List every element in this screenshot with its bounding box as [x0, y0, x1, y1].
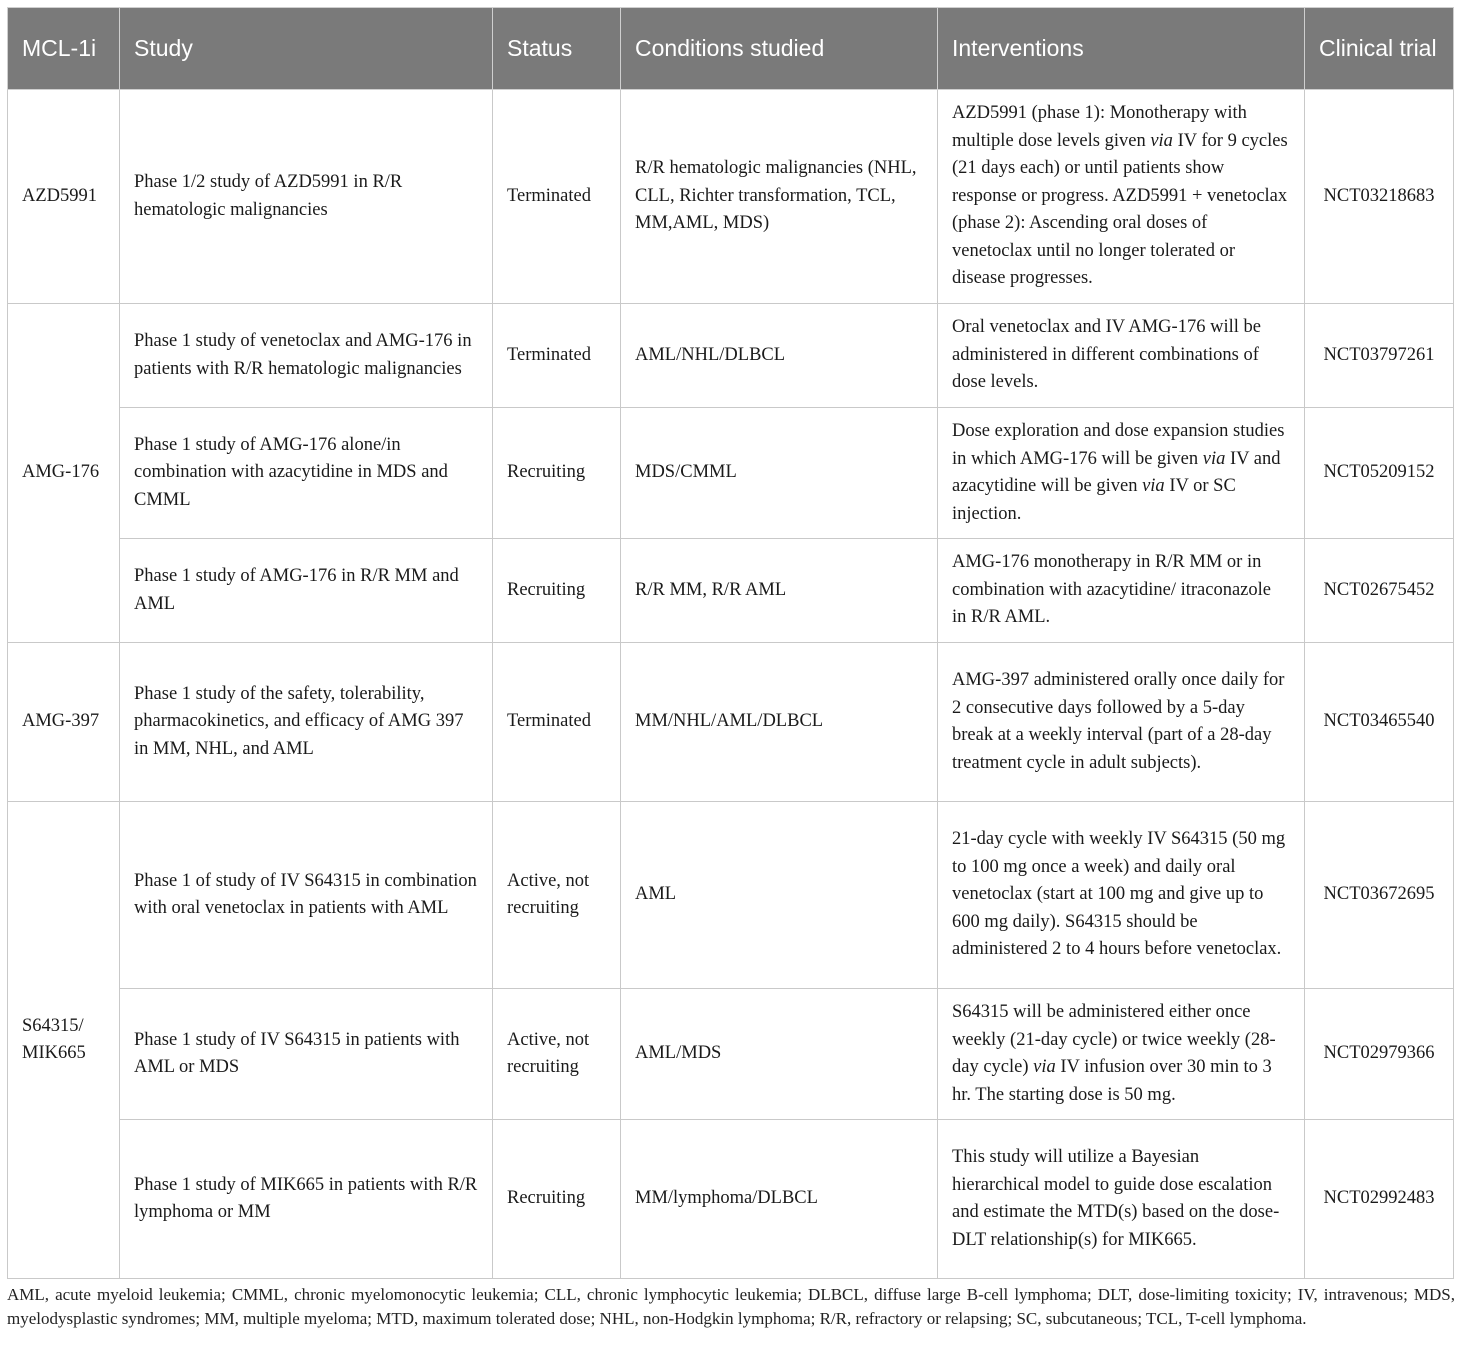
- interventions-cell: Dose exploration and dose expansion studies in which AMG-176 will be given via IV and azacytidine will be given via IV or SC injection.: [938, 408, 1305, 539]
- interventions-cell: 21-day cycle with weekly IV S64315 (50 mg to 100 mg once a week) and daily oral venetoclax (start at 100 mg and give up to 600 mg daily). S64315 should be administered 2 to 4 hours before venetoclax.: [938, 802, 1305, 989]
- trial-id-cell: NCT05209152: [1305, 408, 1454, 539]
- trial-id-cell: NCT02979366: [1305, 989, 1454, 1120]
- conditions-cell: MDS/CMML: [621, 408, 938, 539]
- header-conditions: Conditions studied: [621, 8, 938, 90]
- status-cell: Terminated: [493, 304, 621, 408]
- table-row: [8, 539, 1454, 643]
- interventions-cell: AMG-176 monotherapy in R/R MM or in combination with azacytidine/ itraconazole in R/R AML.: [938, 539, 1305, 643]
- conditions-cell: MM/lymphoma/DLBCL: [621, 1120, 938, 1279]
- header-row: [8, 8, 1454, 90]
- table-row: [8, 90, 1454, 304]
- header-drug: MCL-1i: [8, 8, 120, 90]
- trial-id-cell: NCT02992483: [1305, 1120, 1454, 1279]
- status-cell: Recruiting: [493, 408, 621, 539]
- study-cell: Phase 1 study of AMG-176 in R/R MM and AML: [120, 539, 493, 643]
- drug-cell: AMG-397: [8, 643, 120, 802]
- conditions-cell: R/R MM, R/R AML: [621, 539, 938, 643]
- conditions-cell: AML/MDS: [621, 989, 938, 1120]
- conditions-cell: R/R hematologic malignancies (NHL, CLL, Richter transformation, TCL, MM,AML, MDS): [621, 90, 938, 304]
- trial-id-cell: NCT03218683: [1305, 90, 1454, 304]
- status-cell: Active, not recruiting: [493, 989, 621, 1120]
- conditions-cell: AML/NHL/DLBCL: [621, 304, 938, 408]
- table-row: [8, 408, 1454, 539]
- interventions-cell: AMG-397 administered orally once daily for 2 consecutive days followed by a 5-day break at a weekly interval (part of a 28-day treatment cycle in adult subjects).: [938, 643, 1305, 802]
- study-cell: Phase 1 study of venetoclax and AMG-176 in patients with R/R hematologic malignancies: [120, 304, 493, 408]
- trial-id-cell: NCT03797261: [1305, 304, 1454, 408]
- header-trial: Clinical trial: [1305, 8, 1454, 90]
- study-cell: Phase 1 study of MIK665 in patients with R/R lymphoma or MM: [120, 1120, 493, 1279]
- trial-id-cell: NCT03672695: [1305, 802, 1454, 989]
- mcl1-trials-table: [7, 7, 1454, 1279]
- status-cell: Recruiting: [493, 539, 621, 643]
- study-cell: Phase 1 of study of IV S64315 in combination with oral venetoclax in patients with AML: [120, 802, 493, 989]
- drug-cell: AZD5991: [8, 90, 120, 304]
- interventions-cell: This study will utilize a Bayesian hierarchical model to guide dose escalation and estimate the MTD(s) based on the dose-DLT relationship(s) for MIK665.: [938, 1120, 1305, 1279]
- trial-id-cell: NCT02675452: [1305, 539, 1454, 643]
- study-cell: Phase 1 study of the safety, tolerability, pharmacokinetics, and efficacy of AMG 397 in MM, NHL, and AML: [120, 643, 493, 802]
- table-row: [8, 1120, 1454, 1279]
- interventions-cell: AZD5991 (phase 1): Monotherapy with multiple dose levels given via IV for 9 cycles (21 days each) or until patients show response or progress. AZD5991 + venetoclax (phase 2): Ascending oral doses of venetoclax until no longer tolerated or disease progresses.: [938, 90, 1305, 304]
- status-cell: Active, not recruiting: [493, 802, 621, 989]
- drug-cell: S64315/ MIK665: [8, 802, 120, 1279]
- header-interventions: Interventions: [938, 8, 1305, 90]
- study-cell: Phase 1 study of IV S64315 in patients with AML or MDS: [120, 989, 493, 1120]
- header-study: Study: [120, 8, 493, 90]
- table-row: [8, 802, 1454, 989]
- conditions-cell: AML: [621, 802, 938, 989]
- interventions-cell: Oral venetoclax and IV AMG-176 will be administered in different combinations of dose levels.: [938, 304, 1305, 408]
- study-cell: Phase 1 study of AMG-176 alone/in combination with azacytidine in MDS and CMML: [120, 408, 493, 539]
- status-cell: Recruiting: [493, 1120, 621, 1279]
- table-row: [8, 304, 1454, 408]
- header-status: Status: [493, 8, 621, 90]
- status-cell: Terminated: [493, 90, 621, 304]
- drug-cell: AMG-176: [8, 304, 120, 643]
- study-cell: Phase 1/2 study of AZD5991 in R/R hematologic malignancies: [120, 90, 493, 304]
- status-cell: Terminated: [493, 643, 621, 802]
- trial-id-cell: NCT03465540: [1305, 643, 1454, 802]
- table-row: [8, 989, 1454, 1120]
- abbreviations-footnote: AML, acute myeloid leukemia; CMML, chronic myelomonocytic leukemia; CLL, chronic lymphocytic leukemia; DLBCL, diffuse large B-cell lymphoma; DLT, dose-limiting toxicity; IV, intravenous; MDS, myelodysplastic syndromes; MM, multiple myeloma; MTD, maximum tolerated dose; NHL, non-Hodgkin lymphoma; R/R, refractory or relapsing; SC, subcutaneous; TCL, T-cell lymphoma.: [7, 1285, 1455, 1328]
- conditions-cell: MM/NHL/AML/DLBCL: [621, 643, 938, 802]
- interventions-cell: S64315 will be administered either once weekly (21-day cycle) or twice weekly (28-day cycle) via IV infusion over 30 min to 3 hr. The starting dose is 50 mg.: [938, 989, 1305, 1120]
- table-row: [8, 643, 1454, 802]
